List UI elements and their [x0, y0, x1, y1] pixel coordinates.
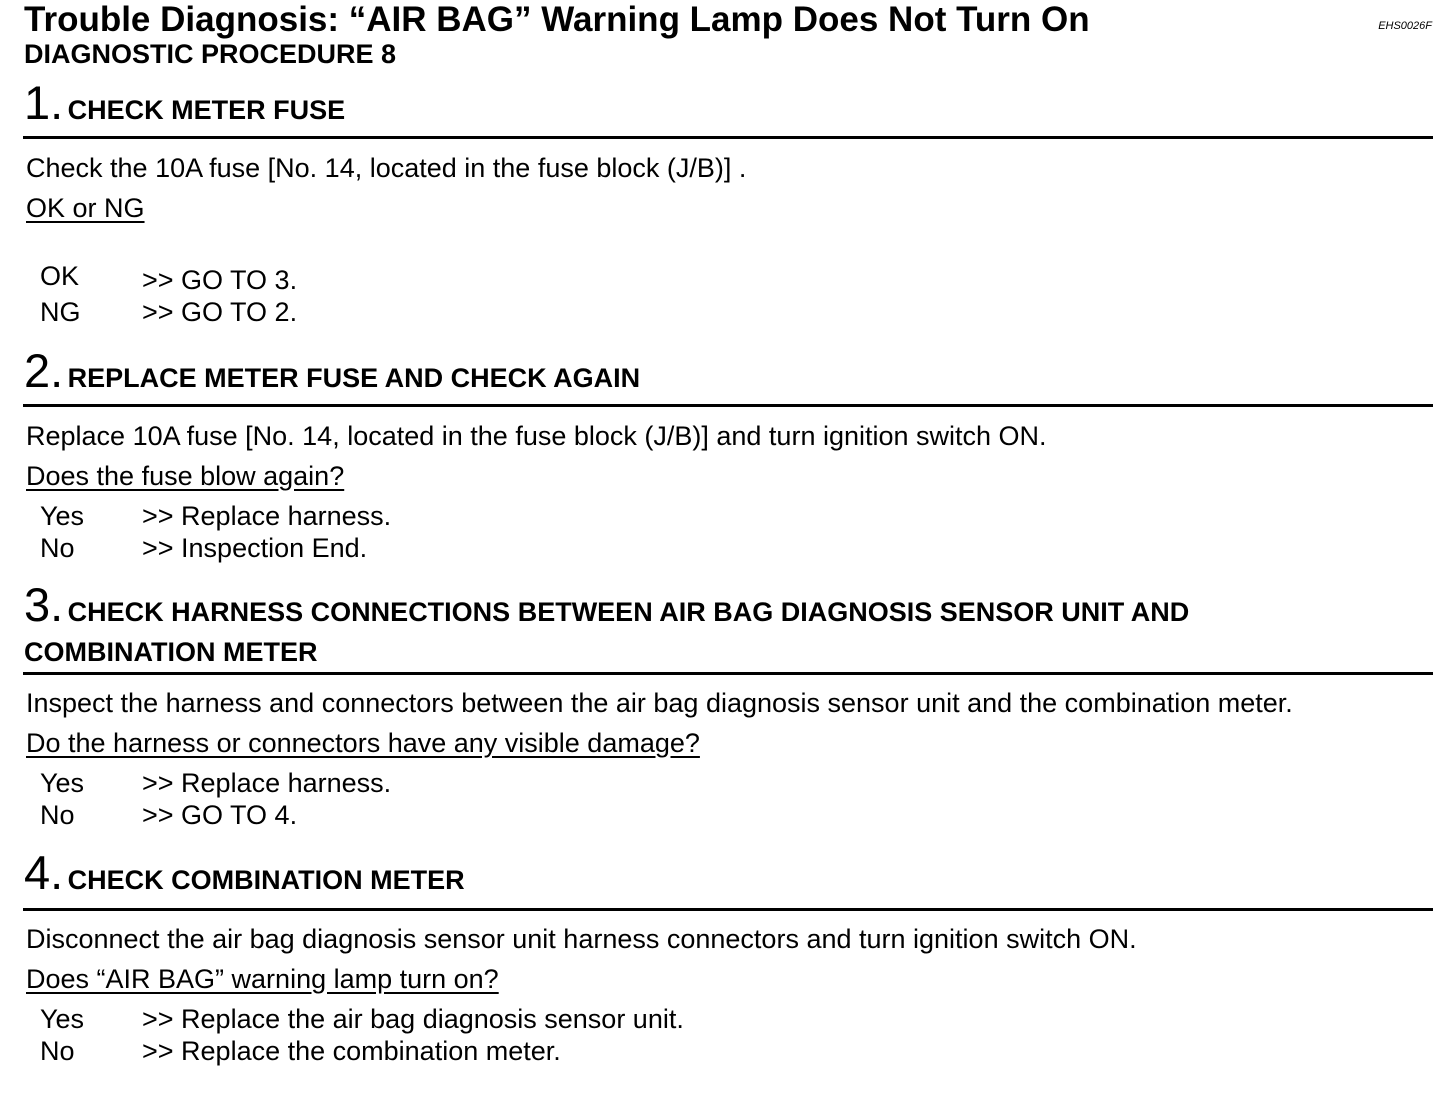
option-action: >> GO TO 2. — [142, 297, 298, 327]
step-title: CHECK COMBINATION METER — [67, 865, 465, 895]
step-4-heading — [24, 848, 465, 898]
section-divider — [23, 404, 1433, 407]
step-instruction: Inspect the harness and connectors between the air bag diagnosis sensor unit and the combination meter. — [26, 688, 1293, 718]
step-question: OK or NG — [26, 193, 145, 223]
option-key: No — [40, 1036, 75, 1066]
step-title: CHECK HARNESS CONNECTIONS BETWEEN AIR BAG DIAGNOSIS SENSOR UNIT AND — [67, 597, 1190, 627]
option-key: Yes — [40, 501, 85, 531]
section-divider — [23, 672, 1433, 675]
step-3-heading — [24, 580, 1424, 672]
step-2-heading — [24, 346, 640, 396]
option-key: OK — [40, 261, 80, 291]
option-key: No — [40, 533, 75, 563]
step-title-continued: COMBINATION METER — [24, 637, 318, 667]
step-number: 2. — [24, 344, 64, 397]
option-action: >> Replace the air bag diagnosis sensor unit. — [142, 1004, 684, 1034]
option-key: Yes — [40, 1004, 85, 1034]
step-number: 3. — [24, 578, 64, 631]
section-divider — [23, 136, 1433, 139]
step-title: REPLACE METER FUSE AND CHECK AGAIN — [67, 363, 641, 393]
step-instruction: Replace 10A fuse [No. 14, located in the fuse block (J/B)] and turn ignition switch ON. — [26, 421, 1047, 451]
step-title: CHECK METER FUSE — [67, 95, 346, 125]
step-question: Do the harness or connectors have any visible damage? — [26, 728, 700, 758]
step-question: Does “AIR BAG” warning lamp turn on? — [26, 964, 499, 994]
section-divider — [23, 908, 1433, 911]
option-key: No — [40, 800, 75, 830]
procedure-subtitle: DIAGNOSTIC PROCEDURE 8 — [24, 39, 397, 69]
document-code: EHS0026F — [1378, 20, 1432, 32]
step-question: Does the fuse blow again? — [26, 461, 345, 491]
page-title: Trouble Diagnosis: “AIR BAG” Warning Lamp Does Not Turn On — [24, 0, 1090, 39]
step-1-heading — [24, 78, 345, 128]
step-number: 1. — [24, 76, 64, 129]
option-key: Yes — [40, 768, 85, 798]
step-number: 4. — [24, 846, 64, 899]
step-instruction: Check the 10A fuse [No. 14, located in the fuse block (J/B)] . — [26, 153, 747, 183]
step-instruction: Disconnect the air bag diagnosis sensor unit harness connectors and turn ignition switch ON. — [26, 924, 1137, 954]
option-action: >> Replace harness. — [142, 768, 392, 798]
option-action: >> GO TO 3. — [142, 265, 298, 295]
option-action: >> Replace harness. — [142, 501, 392, 531]
option-action: >> GO TO 4. — [142, 800, 298, 830]
option-action: >> Inspection End. — [142, 533, 368, 563]
option-key: NG — [40, 297, 81, 327]
option-action: >> Replace the combination meter. — [142, 1036, 561, 1066]
